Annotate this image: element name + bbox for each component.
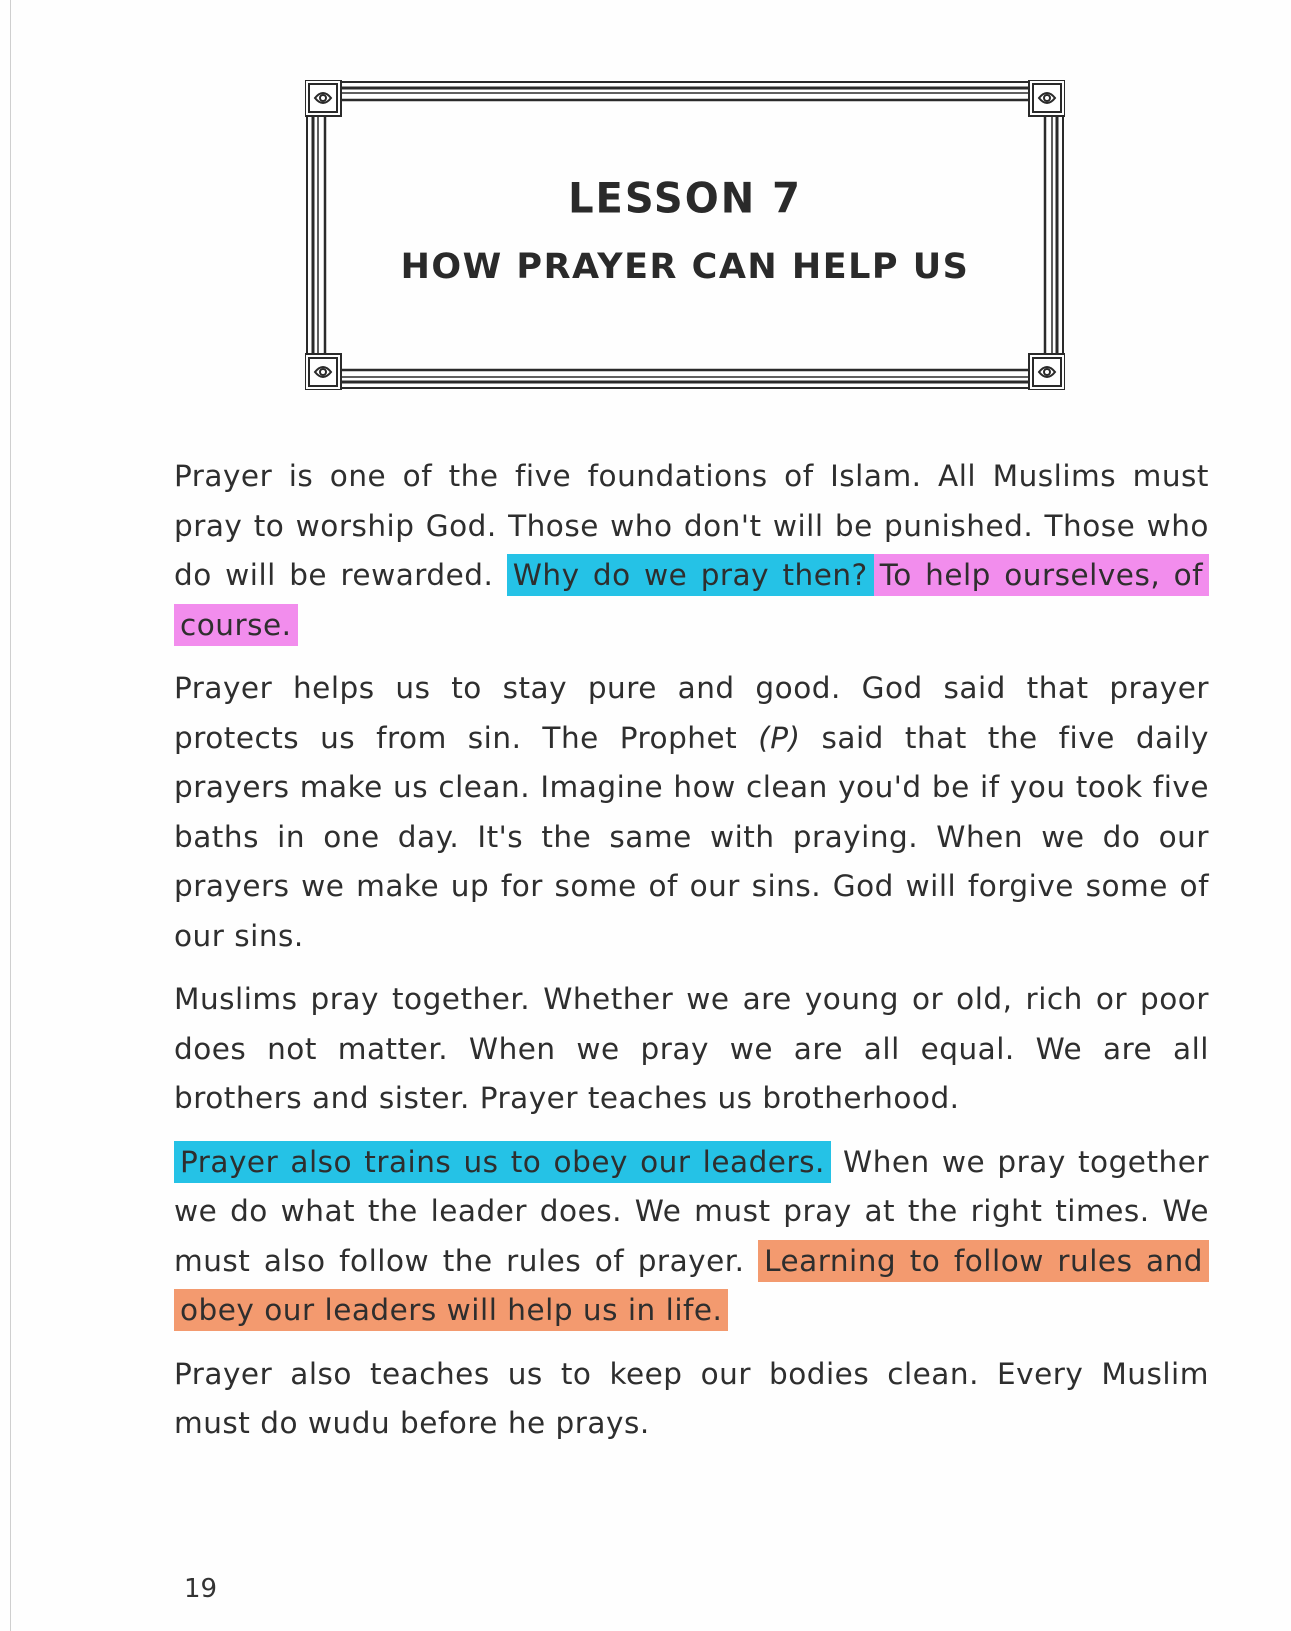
paragraph-text: When we pray together we do what the leader does. We must pray at the right times. We must also follow the rules of prayer. — [174, 1144, 1209, 1278]
paragraph-text: Prayer is one of the five foundations of Islam. All Muslims must pray to worship God. Those who don't will be punished. Those who do will be rewarded. — [174, 459, 1209, 592]
paragraph-p2 — [174, 664, 1209, 961]
page-number: 19 — [184, 1574, 218, 1604]
paragraph-p5 — [174, 1350, 1209, 1449]
paragraph-p4 — [174, 1138, 1209, 1336]
paragraph-text: (P) — [758, 720, 801, 755]
highlighted-text-pink: To help ourselves, of course. — [174, 554, 1209, 646]
paragraph-p3 — [174, 975, 1209, 1124]
paragraph-p1 — [174, 452, 1209, 650]
highlighted-text-blue: Prayer also trains us to obey our leaders. — [174, 1141, 831, 1183]
paragraph-text: Muslims pray together. Whether we are young or old, rich or poor does not matter. When we pray we are all equal. We are all brothers and sister. Prayer teaches us brotherhood. — [174, 982, 1209, 1115]
lesson-title: HOW PRAYER CAN HELP US — [400, 247, 970, 287]
paragraph-text: said that the five daily prayers make us clean. Imagine how clean you'd be if you took five baths in one day. It's the same with praying. When we do our prayers we make up for some of our sins. God will forgive some of our sins. — [174, 720, 1209, 953]
paragraph-text: Prayer also teaches us to keep our bodies clean. Every Muslim must do wudu before he prays. — [174, 1356, 1209, 1440]
page-edge — [10, 0, 11, 1631]
highlighted-text-orange: Learning to follow rules and obey our leaders will help us in life. — [174, 1240, 1209, 1332]
paragraph-text: Prayer helps us to stay pure and good. God said that prayer protects us from sin. The Prophet — [174, 671, 1209, 755]
highlighted-text-blue: Why do we pray then? — [507, 554, 874, 596]
lesson-number: LESSON 7 — [568, 174, 802, 224]
lesson-body — [174, 452, 1209, 1463]
lesson-title-frame — [305, 80, 1065, 390]
